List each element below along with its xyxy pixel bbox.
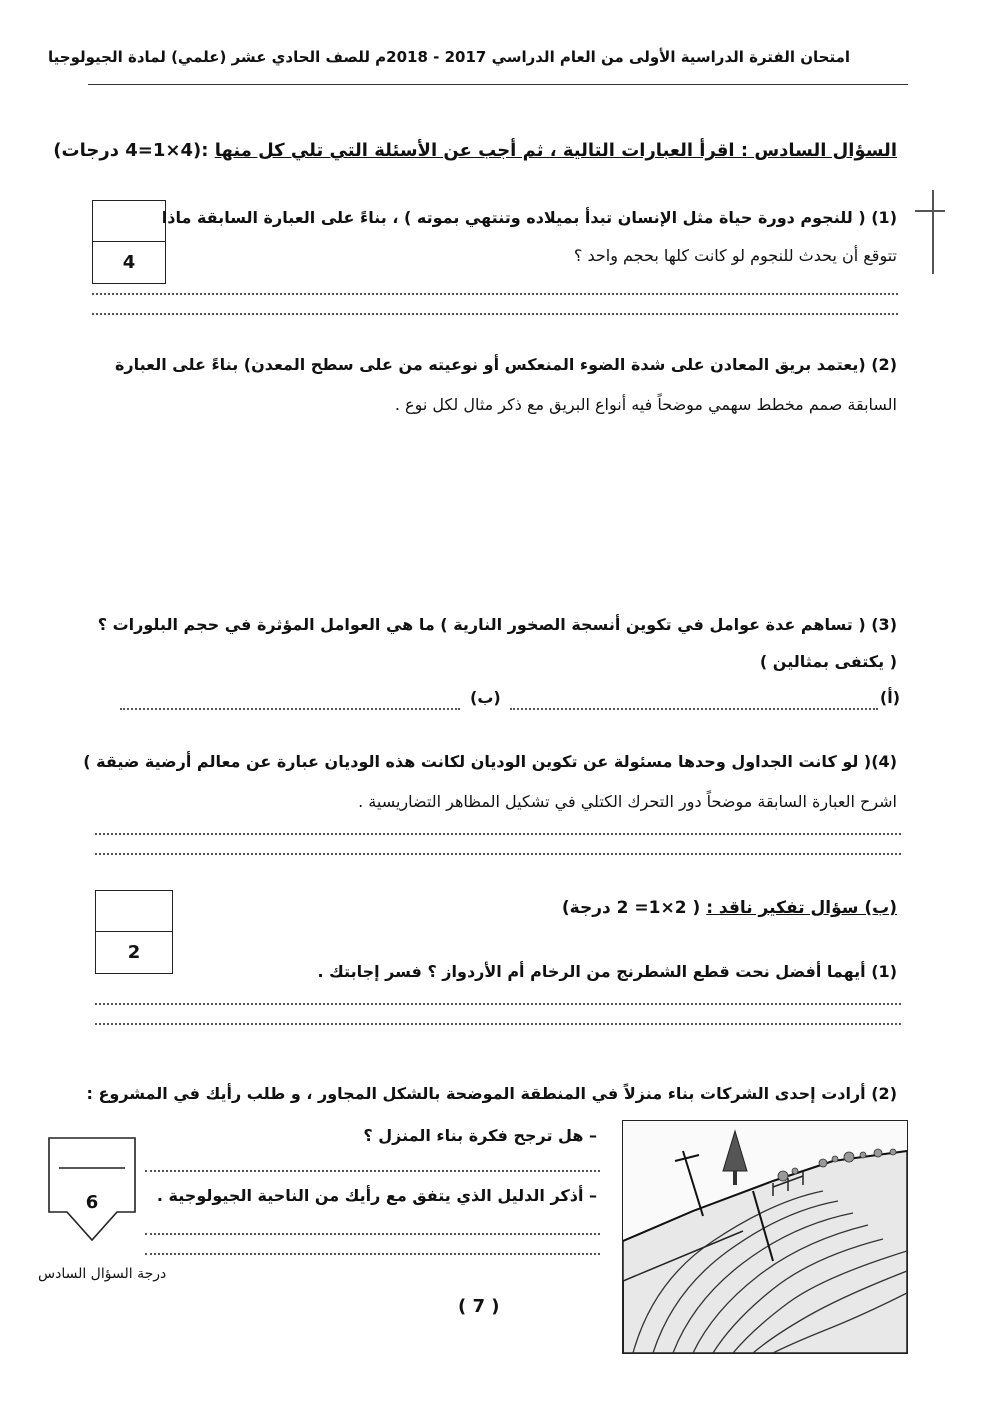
margin-mark: [932, 190, 934, 274]
q4-answer-line-2[interactable]: [95, 853, 901, 855]
score-box-blank: [96, 891, 172, 932]
b-q2-answer-1[interactable]: [145, 1170, 600, 1172]
q1-line1: (1) ( للنجوم دورة حياة مثل الإنسان تبدأ بميلاده وتنتهي بموته ) ، بناءً على العبارة السابقة ماذا: [161, 208, 897, 227]
total-score-value: 6: [85, 1192, 99, 1213]
b-q2-answer-2[interactable]: [145, 1233, 600, 1235]
q1-answer-line-1[interactable]: [92, 293, 898, 295]
total-score-arrow: [47, 1136, 137, 1244]
score-box-value: 2: [127, 942, 141, 963]
score-box-blank: [93, 201, 165, 242]
section-title-text: السؤال السادس : اقرأ العبارات التالية ، ثم أجب عن الأسئلة التي تلي كل منها: [214, 140, 897, 161]
score-box-section-b: [95, 890, 173, 974]
q3-line1: (3) ( تساهم عدة عوامل في تكوين أنسجة الصخور النارية ) ما هي العوامل المؤثرة في حجم البلورات ؟: [97, 615, 897, 634]
page-number: ( 7 ): [458, 1296, 500, 1317]
q4-answer-line-1[interactable]: [95, 833, 901, 835]
section-marks: :(4×1=4 درجات): [53, 140, 209, 161]
q4-line2: اشرح العبارة السابقة موضحاً دور التحرك الكتلي في تشكيل المظاهر التضاريسية .: [358, 792, 897, 811]
score-box-section-a: [92, 200, 166, 284]
q1-answer-line-2[interactable]: [92, 313, 898, 315]
b-q1-answer-line-2[interactable]: [95, 1023, 901, 1025]
header-divider: [88, 84, 908, 85]
q3-answer-a[interactable]: [510, 708, 878, 710]
margin-mark-cross: [915, 210, 945, 212]
section-b-title-text: (ب) سؤال تفكير ناقد :: [706, 898, 897, 918]
q2-line2: السابقة صمم مخطط سهمي موضحاً فيه أنواع البريق مع ذكر مثال لكل نوع .: [394, 395, 897, 414]
q2-answer-space[interactable]: [100, 435, 898, 595]
arrow-down-icon: [47, 1136, 137, 1244]
section-b-marks: ( 2×1= 2 درجة): [561, 898, 701, 918]
exam-header-title: امتحان الفترة الدراسية الأولى من العام الدراسي 2017 - 2018م للصف الحادي عشر (علمي) لمادة الجيولوجيا: [48, 48, 850, 66]
q3-label-b: (ب): [470, 688, 501, 707]
q3-line2: ( يكتفى بمثالين ): [759, 652, 897, 671]
section-title: [53, 140, 897, 161]
q3-answer-b[interactable]: [120, 708, 460, 710]
q4-line1: (4)( لو كانت الجداول وحدها مسئولة عن تكوين الوديان لكانت هذه الوديان عبارة عن معالم أرضية ضيقة ): [83, 752, 897, 771]
b-q2-answer-3[interactable]: [145, 1253, 600, 1255]
section-b-title: [562, 898, 897, 918]
q3-label-a: (أ): [879, 688, 900, 707]
total-score-label: درجة السؤال السادس: [38, 1266, 167, 1282]
slope-diagram: [623, 1121, 907, 1353]
q2-line1: (2) (يعتمد بريق المعادن على شدة الضوء المنعكس أو نوعيته من على سطح المعدن) بناءً على العبارة: [114, 355, 897, 374]
geology-figure: [622, 1120, 908, 1354]
score-box-value: 4: [122, 252, 136, 273]
b-q2-line1: (2) أرادت إحدى الشركات بناء منزلاً في المنطقة الموضحة بالشكل المجاور ، و طلب رأيك في المشروع :: [86, 1084, 897, 1103]
b-q2-sub1: – هل ترجح فكرة بناء المنزل ؟: [363, 1126, 597, 1145]
b-q2-sub2: – أذكر الدليل الذي يتفق مع رأيك من الناحية الجيولوجية .: [156, 1186, 597, 1205]
q1-line2: تتوقع أن يحدث للنجوم لو كانت كلها بحجم واحد ؟: [573, 246, 897, 265]
b-q1-line1: (1) أيهما أفضل نحت قطع الشطرنج من الرخام أم الأردواز ؟ فسر إجابتك .: [317, 962, 897, 981]
b-q1-answer-line-1[interactable]: [95, 1003, 901, 1005]
